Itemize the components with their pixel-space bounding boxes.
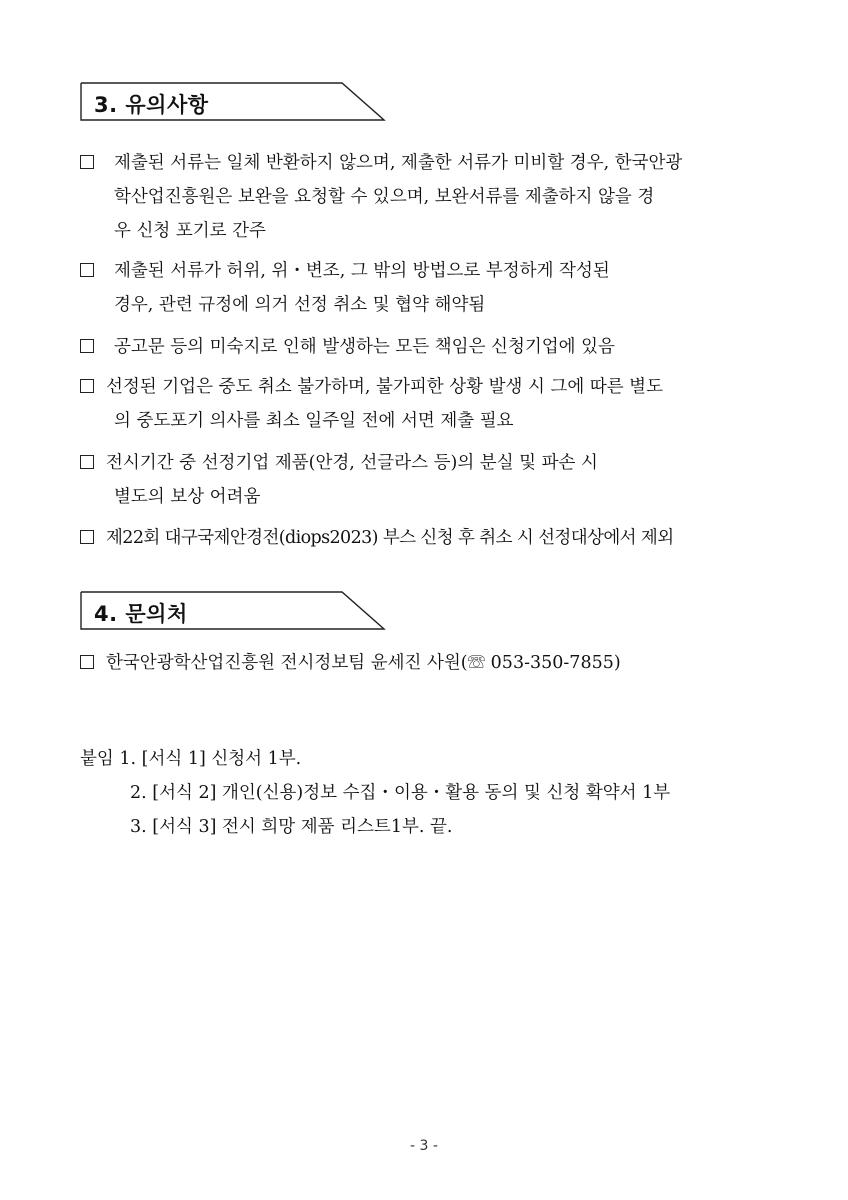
notice-item-2-line-2: 경우, 관련 규정에 의거 선정 취소 및 협약 해약됨 [114,295,486,315]
notice-item-6 [80,521,770,555]
section-3-heading [80,82,390,126]
contact-line: 한국안광학산업진흥원 전시정보팀 윤세진 사원(☏ 053-350-7855) [106,653,621,673]
notice-item-5 [80,446,770,514]
notice-item-4-line-1: 선정된 기업은 중도 취소 불가하며, 불가피한 상황 발생 시 그에 따른 별도 [106,377,663,397]
notice-item-1-line-3: 우 신청 포기로 간주 [114,221,266,241]
notice-item-1 [80,146,770,248]
notice-item-5-line-2: 별도의 보상 어려움 [114,487,261,507]
checkbox-icon [80,455,94,469]
checkbox-icon [80,530,94,544]
notice-item-1-line-2: 학산업진흥원은 보완을 요청할 수 있으며, 보완서류를 제출하지 않을 경 [114,187,655,207]
contact-item [80,646,770,680]
annex-line-3: 3. [서식 3] 전시 희망 제품 리스트1부. 끝. [130,817,453,837]
checkbox-icon [80,379,94,393]
annex-line-1: 붙임 1. [서식 1] 신청서 1부. [80,749,302,769]
notice-item-4-line-2: 의 중도포기 의사를 최소 일주일 전에 서면 제출 필요 [114,411,514,431]
section-3-title: 3. 유의사항 [94,93,209,117]
notice-item-5-line-1: 전시기간 중 선정기업 제품(안경, 선글라스 등)의 분실 및 파손 시 [106,453,598,473]
checkbox-icon [80,155,94,169]
notice-item-2 [80,254,770,322]
checkbox-icon [80,655,94,669]
page-number: - 3 - [410,1138,438,1154]
notice-item-6-line-1: 제22회 대구국제안경전(diops2023) 부스 신청 후 취소 시 선정대상에서 제외 [106,528,674,548]
checkbox-icon [80,339,94,353]
notice-item-3 [80,330,770,364]
checkbox-icon [80,263,94,277]
annex-list [80,742,670,844]
notice-item-2-line-1: 제출된 서류가 허위, 위・변조, 그 밖의 방법으로 부정하게 작성된 [114,261,610,281]
notice-item-4 [80,370,770,438]
section-4-title: 4. 문의처 [94,602,188,626]
notice-item-1-line-1: 제출된 서류는 일체 반환하지 않으며, 제출한 서류가 미비할 경우, 한국안광 [114,153,683,173]
section-4-heading [80,591,390,635]
annex-line-2: 2. [서식 2] 개인(신용)정보 수집・이용・활용 동의 및 신청 확약서 1부 [130,783,671,803]
notice-item-3-line-1: 공고문 등의 미숙지로 인해 발생하는 모든 책임은 신청기업에 있음 [114,337,615,357]
